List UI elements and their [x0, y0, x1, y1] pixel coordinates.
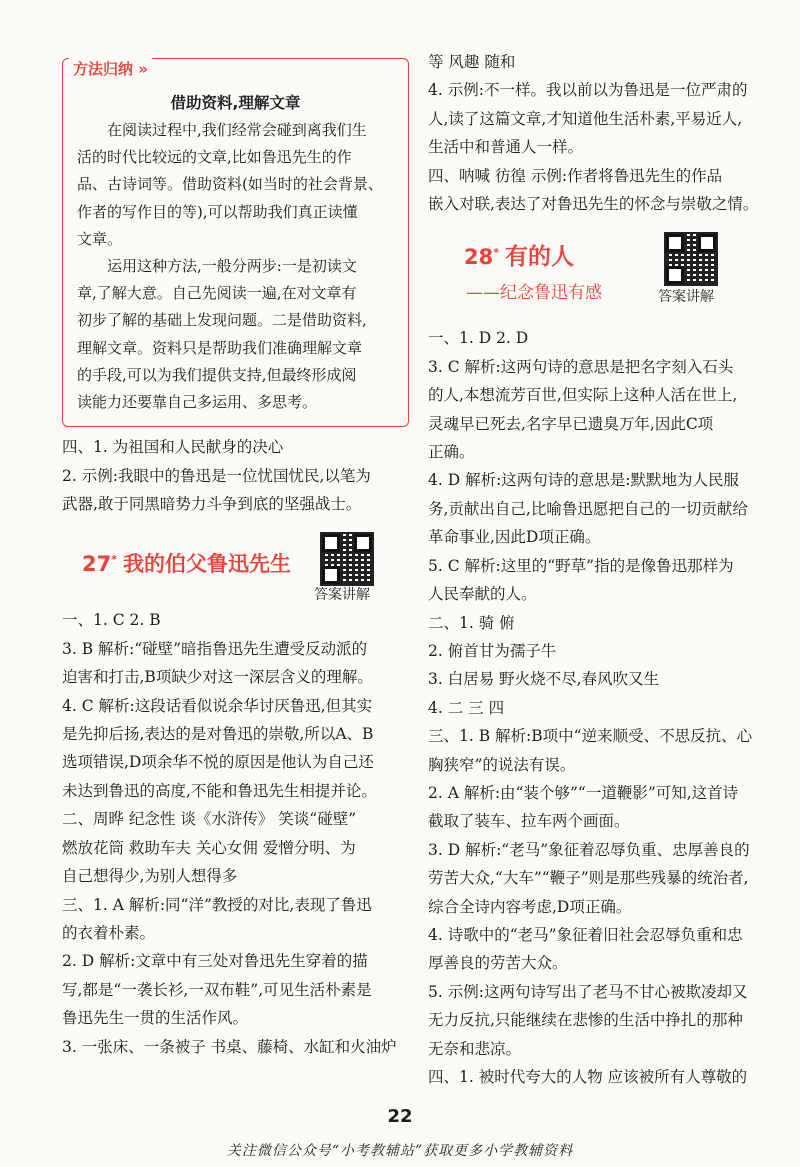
lesson-28-title-text: 有的人 [505, 244, 574, 271]
text-line: 3. 一张床、一条被子 书桌、藤椅、水缸和火油炉 [62, 1037, 397, 1056]
text-line: 3. D 解析:“老马”象征着忍辱负重、忠厚善良的 [428, 840, 750, 859]
text-line: 二、周晔 纪念性 谈《水浒传》 笑谈“碰壁” [62, 810, 357, 829]
text-line: 综合全诗内容考虑,D项正确。 [428, 897, 632, 916]
text-line: 2. 俯首甘为孺子牛 [428, 641, 557, 660]
text-line: 人民奉献的人。 [428, 585, 537, 604]
text-line: 4. 诗歌中的“老马”象征着旧社会忍辱负重和忠 [428, 925, 743, 944]
text-line: 劳苦大众,“大车”“鞭子”则是那些残暴的统治者, [428, 869, 749, 888]
text-line: 的衣着朴素。 [62, 923, 156, 942]
text-line: 4. 二 三 四 [428, 698, 505, 717]
method-text [77, 117, 394, 416]
text-line: 无奈和悲凉。 [428, 1039, 522, 1058]
qr-code-icon[interactable] [320, 532, 374, 586]
text-line: 4. 示例:不一样。我以前以为鲁迅是一位严肃的 [428, 81, 748, 100]
text-line: 4. C 解析:这段话看似说余华讨厌鲁迅,但其实 [62, 696, 373, 715]
text-line: 等 风趣 随和 [428, 53, 516, 71]
text-line: 的手段,可以为我们提供支持,但最终形成阅 [77, 365, 357, 384]
right-top-answers [428, 48, 773, 218]
lesson-28-number: 28 [464, 245, 494, 270]
text-line: 四、1. 为祖国和人民献身的决心 [62, 438, 284, 457]
text-line: 章,了解大意。自己先阅读一遍,在对文章有 [77, 284, 357, 303]
lesson-27-title-text: 我的伯父鲁迅先生 [123, 552, 291, 577]
text-line: 厚善良的劳苦大众。 [428, 954, 568, 973]
text-line: 2. A 解析:由“装个够”“一道鞭影”可知,这首诗 [428, 783, 739, 802]
text-line: 5. C 解析:这里的“野草”指的是像鲁迅那样为 [428, 556, 734, 575]
method-summary-box [62, 58, 409, 427]
qr-code-icon[interactable] [664, 232, 718, 286]
text-line: 4. D 解析:这两句诗的意思是:默默地为人民服 [428, 471, 740, 490]
text-line: 活的时代比较远的文章,比如鲁迅先生的作 [77, 148, 352, 167]
text-line: 3. C 解析:这两句诗的意思是把名字刻入石头 [428, 357, 734, 376]
text-line: 生活中和普通人一样。 [428, 138, 584, 157]
text-line: 读能力还要靠自己多运用、多思考。 [77, 393, 318, 412]
lesson-27-star: * [111, 553, 117, 567]
text-line: 四、1. 被时代夸大的人物 应该被所有人尊敬的 [428, 1068, 748, 1086]
lesson-28-subtitle: ——纪念鲁迅有感 [466, 283, 602, 304]
text-line: 未达到鲁迅的高度,不能和鲁迅先生相提并论。 [62, 781, 377, 800]
page-number: 22 [387, 1106, 413, 1127]
text-line: 迫害和打击,B项缺少对这一深层含义的理解。 [62, 668, 373, 687]
text-line: 无力反抗,只能继续在悲惨的生活中挣扎的那种 [428, 1011, 743, 1030]
text-line: 写,都是“一袭长衫,一双布鞋”,可见生活朴素是 [62, 980, 372, 999]
text-line: 2. 示例:我眼中的鲁迅是一位忧国忧民,以笔为 [62, 466, 371, 485]
text-line: 正确。 [428, 443, 475, 462]
method-tag: 方法归纳 » [69, 58, 152, 79]
text-line: 在阅读过程中,我们经常会碰到离我们生 [107, 121, 367, 139]
lesson-28-title [464, 238, 574, 271]
text-line: 鲁迅先生一贯的生活作风。 [62, 1009, 249, 1028]
text-line: 作者的写作目的等),可以帮助我们真正读懂 [77, 202, 358, 221]
text-line: 自己想得少,为别人想得多 [62, 867, 238, 886]
lesson-27-number: 27 [82, 552, 112, 577]
lesson-27-title [82, 548, 291, 578]
lesson-28-header [428, 230, 773, 322]
text-line: 截取了装车、拉车两个画面。 [428, 812, 630, 831]
lesson-28-star: * [493, 246, 499, 260]
text-line: 选项错误,D项余华不悦的原因是他认为自己还 [62, 753, 374, 772]
text-line: 一、1. D 2. D [428, 329, 529, 348]
right-bottom-answers [428, 324, 773, 1091]
text-line: 一、1. C 2. B [62, 611, 161, 630]
text-line: 的人,本想流芳百世,但实际上这种人活在世上, [428, 386, 738, 405]
text-line: 3. 白居易 野火烧不尽,春风吹又生 [428, 670, 660, 689]
text-line: 初步了解的基础上发现问题。二是借助资料, [77, 311, 367, 330]
text-line: 四、呐喊 彷徨 示例:作者将鲁迅先生的作品 [428, 166, 723, 185]
text-line: 人,读了这篇文章,才知道他生活朴素,平易近人, [428, 109, 743, 128]
text-line: 武器,敢于同黑暗势力斗争到底的坚强战士。 [62, 495, 362, 514]
text-line: 文章。 [77, 229, 123, 248]
right-column [428, 48, 773, 1091]
qr-label: 答案讲解 [658, 289, 714, 306]
qr-label: 答案讲解 [314, 587, 370, 604]
left-top-answers [62, 433, 407, 518]
footer-note: 关注微信公众号“小考教辅站”获取更多小学教辅资料 [226, 1143, 574, 1159]
method-title: 借助资料,理解文章 [170, 94, 301, 112]
text-line: 是先抑后扬,表达的是对鲁迅的崇敬,所以A、B [62, 725, 374, 744]
text-line: 5. 示例:这两句诗写出了老马不甘心被欺凌却又 [428, 982, 748, 1001]
left-bottom-answers [62, 606, 407, 1061]
text-line: 胸狭窄”的说法有误。 [428, 755, 576, 774]
text-line: 3. B 解析:“碰壁”暗指鲁迅先生遭受反动派的 [62, 639, 368, 658]
text-line: 理解文章。资料只是帮助我们准确理解文章 [77, 338, 363, 357]
text-line: 三、1. B 解析:B项中“逆来顺受、不思反抗、心 [428, 727, 753, 746]
text-line: 务,贡献出自己,比喻鲁迅愿把自己的一切贡献给 [428, 499, 748, 518]
text-line: 三、1. A 解析:同“洋”教授的对比,表现了鲁迅 [62, 895, 372, 914]
text-line: 二、1. 骑 俯 [428, 613, 515, 632]
text-line: 燃放花筒 救助车夫 关心女佣 爱憎分明、为 [62, 838, 356, 857]
text-line: 嵌入对联,表达了对鲁迅先生的怀念与崇敬之情。 [428, 195, 759, 214]
text-line: 灵魂早已死去,名字早已遗臭万年,因此C项 [428, 414, 714, 433]
text-line: 运用这种方法,一般分两步:一是初读文 [107, 257, 357, 276]
text-line: 品、古诗词等。借助资料(如当时的社会背景、 [77, 175, 383, 194]
lesson-27-header [62, 526, 407, 604]
text-line: 革命事业,因此D项正确。 [428, 528, 601, 547]
text-line: 2. D 解析:文章中有三处对鲁迅先生穿着的描 [62, 952, 368, 971]
left-column [62, 48, 407, 1061]
